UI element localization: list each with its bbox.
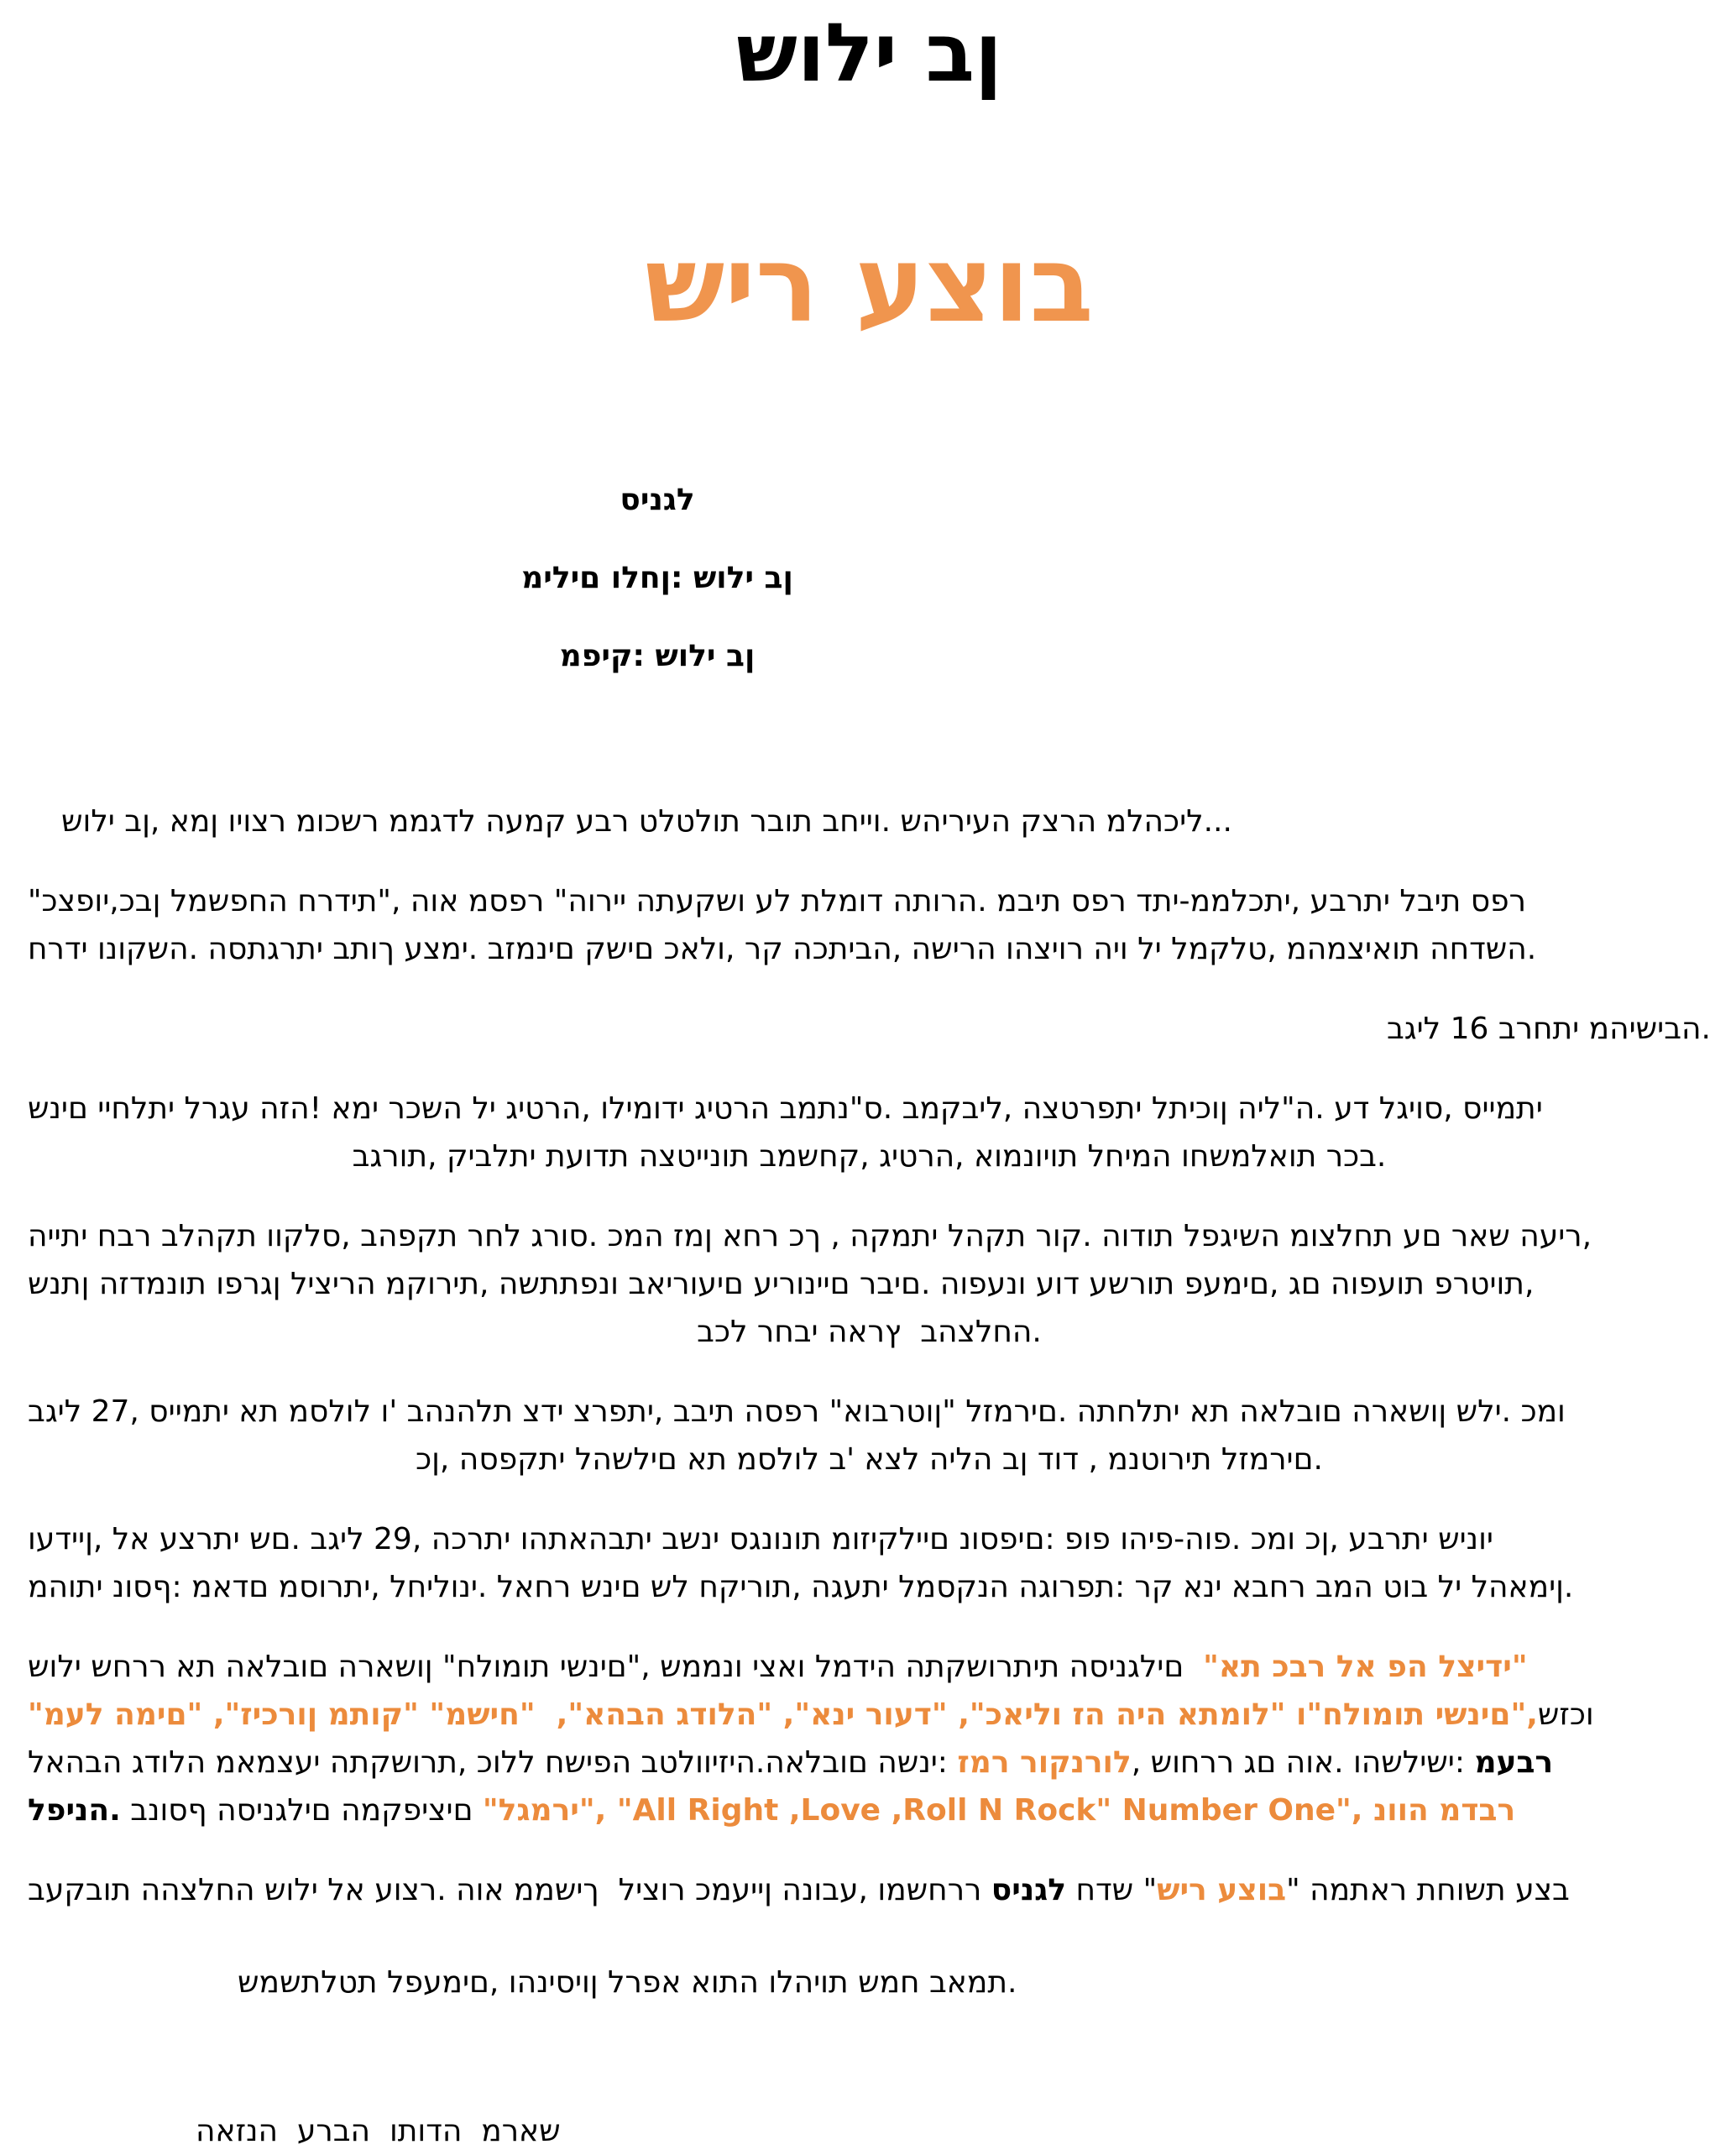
credit-lyrics-music: מילים ולחן: שולי בן (521, 561, 793, 595)
text-line (28, 1388, 1711, 1436)
paragraph (28, 1212, 1711, 1356)
text-segment: לפינה. (28, 1793, 121, 1828)
text-segment: בגיל 16 ברחתי מהישיבה. (1386, 1012, 1711, 1046)
text-segment: חדש " (1066, 1873, 1158, 1907)
text-line (28, 1005, 1711, 1053)
text-segment: מהותי נוסף: מאדם מסורתי, לחילוני. לאחר שנים של חקירות, הגעתי למסקנה הגורפת: רק אני אבחר במה טוב לי להאמין. (28, 1570, 1574, 1604)
text-segment: סינגל (991, 1873, 1067, 1907)
text-segment: לאהבה גדולה מאמצעי התקשורת, כולל חשיפה בטלוויזיה.האלבום השני: (28, 1745, 958, 1780)
text-line (28, 1563, 1711, 1611)
text-segment: שולי בן, אמן ויוצר מוכשר ממגדל העמק עבר טלטלות רבות בחייו. שהיריעה קצרה מלהכיל... (61, 804, 1232, 839)
text-line (28, 1308, 1711, 1356)
text-line (28, 925, 1711, 973)
paragraph (28, 877, 1711, 973)
text-line (28, 1643, 1711, 1691)
press-release-body (28, 798, 1711, 2006)
paragraph (28, 1085, 1711, 1180)
text-segment: מעבר (1474, 1745, 1554, 1780)
text-line (28, 1260, 1711, 1308)
text-line (28, 1739, 1711, 1786)
text-line (28, 1786, 1711, 1834)
text-segment: הייתי חבר בלהקת ווקלס, בהפקת רחל גרוס. כמה זמן אחר כך , הקמתי להקת רוק. הודות לפגישה מוצלחת עם ראש העיר, (28, 1219, 1592, 1253)
highlighted-song-name: זמר רוקנרול (957, 1745, 1132, 1780)
text-segment: בכל רחבי הארץ בהצלחה. (697, 1315, 1042, 1349)
text-segment: שמשתלטת לפעמים, והניסיון לרפא אותה ולהיות שמח באמת. (238, 1965, 1017, 2000)
text-line (238, 1959, 1711, 2006)
paragraph (28, 1959, 1711, 2006)
text-line (28, 877, 1711, 925)
paragraph (28, 1515, 1711, 1611)
text-line (28, 1132, 1711, 1180)
highlighted-song-name: "את כבר לא פה לצידי" (1203, 1650, 1528, 1684)
artist-name-title: שולי בן (735, 6, 1002, 100)
paragraph (28, 1005, 1711, 1053)
highlighted-song-name: "לגמרי", "All Right ,Love ,Roll N Rock" Number One", נווה מדבר (482, 1793, 1516, 1828)
text-segment: בגיל 27, סיימתי את מסלול ו' בהנהלת צדי צרפתי, בבית הספר "אוברטון" לזמרים. התחלתי את האלבום הראשון שלי. כמו (28, 1394, 1566, 1429)
highlighted-song-name: "מעל המים" ,"זיכרון מתוק" "משיח" ,"אהבה גדולה" ,"אני רועד" ,"כאילו זה היה אתמול" ו"חלומות ישנים", (28, 1697, 1538, 1732)
text-line (61, 798, 1711, 845)
paragraph (28, 798, 1711, 845)
credit-producer: מפיק: שולי בן (559, 639, 756, 673)
text-line (28, 1212, 1711, 1260)
text-segment: " המתאר תחושת עצב (1286, 1873, 1570, 1907)
highlighted-song-name: שיר עצוב (1157, 1873, 1287, 1907)
text-line (28, 1085, 1711, 1132)
text-segment: בנוסף הסינגלים המקפיצים (120, 1793, 483, 1828)
footer-thanks-note: האזנה ערבה ותודה מראש (196, 2114, 561, 2148)
paragraph (28, 1866, 1711, 1914)
text-segment: בגרות, קיבלתי תעודת הצטיינות במשחק, גיטרה, אומנויות לחימה וחשמלאות רכב. (352, 1139, 1387, 1174)
text-line (28, 1515, 1711, 1563)
paragraph (28, 1643, 1711, 1834)
paragraph (28, 1388, 1711, 1483)
text-line (28, 1436, 1711, 1483)
credit-single-label: סינגל (620, 483, 695, 517)
text-segment: כן, הספקתי להשלים את מסלול ב' אצל הילה בן דוד , מנטורית לזמרים. (416, 1442, 1323, 1477)
text-segment: חרדי ונוקשה. הסתגרתי בתוך עצמי. בזמנים קשים כאלו, רק הכתיבה, השירה והציור היו לי למקלט, מהמציאות החדשה. (28, 932, 1537, 966)
text-segment: , שוחרר גם הוא. והשלישי: (1131, 1745, 1475, 1780)
text-segment: "כצפוי,כבן למשפחה חרדית", הוא מספר "הוריי התעקשו על תלמוד התורה. מבית ספר דתי-ממלכתי, עברתי לבית ספר (28, 884, 1526, 918)
text-segment: שנתן הזדמנות ופרגן ליצירה מקורית, השתתפנו באירועים עירוניים רבים. הופענו עוד עשרות פעמים, גם הופעות פרטיות, (28, 1267, 1535, 1301)
text-segment: בעקבות ההצלחה שולי לא עוצר. הוא ממשיך ליצור כמעיין הנובע, ומשחרר (28, 1873, 991, 1907)
text-line (28, 1866, 1711, 1914)
song-title: שיר עצוב (645, 224, 1094, 346)
text-segment: שזכו (1537, 1697, 1594, 1732)
text-segment: שולי שחרר את האלבום הראשון "חלומות ישנים", שממנו יצאו למדיה התקשורתית הסינגלים (28, 1650, 1204, 1684)
text-segment: ועדיין, לא עצרתי שם. בגיל 29, הכרתי והתאהבתי בשני סגנונות מוזיקליים נוספים: פופ והיפ-הופ. כמו כן, עברתי שינוי (28, 1522, 1493, 1556)
credits-block (28, 476, 1287, 680)
text-line (28, 1691, 1711, 1739)
text-segment: שנים ייחלתי לרגע הזה! אמי רכשה לי גיטרה, ולימודי גיטרה במתנ"ס. במקביל, הצטרפתי לתיכון היל"ה. עד לגיוס, סיימתי (28, 1091, 1543, 1126)
